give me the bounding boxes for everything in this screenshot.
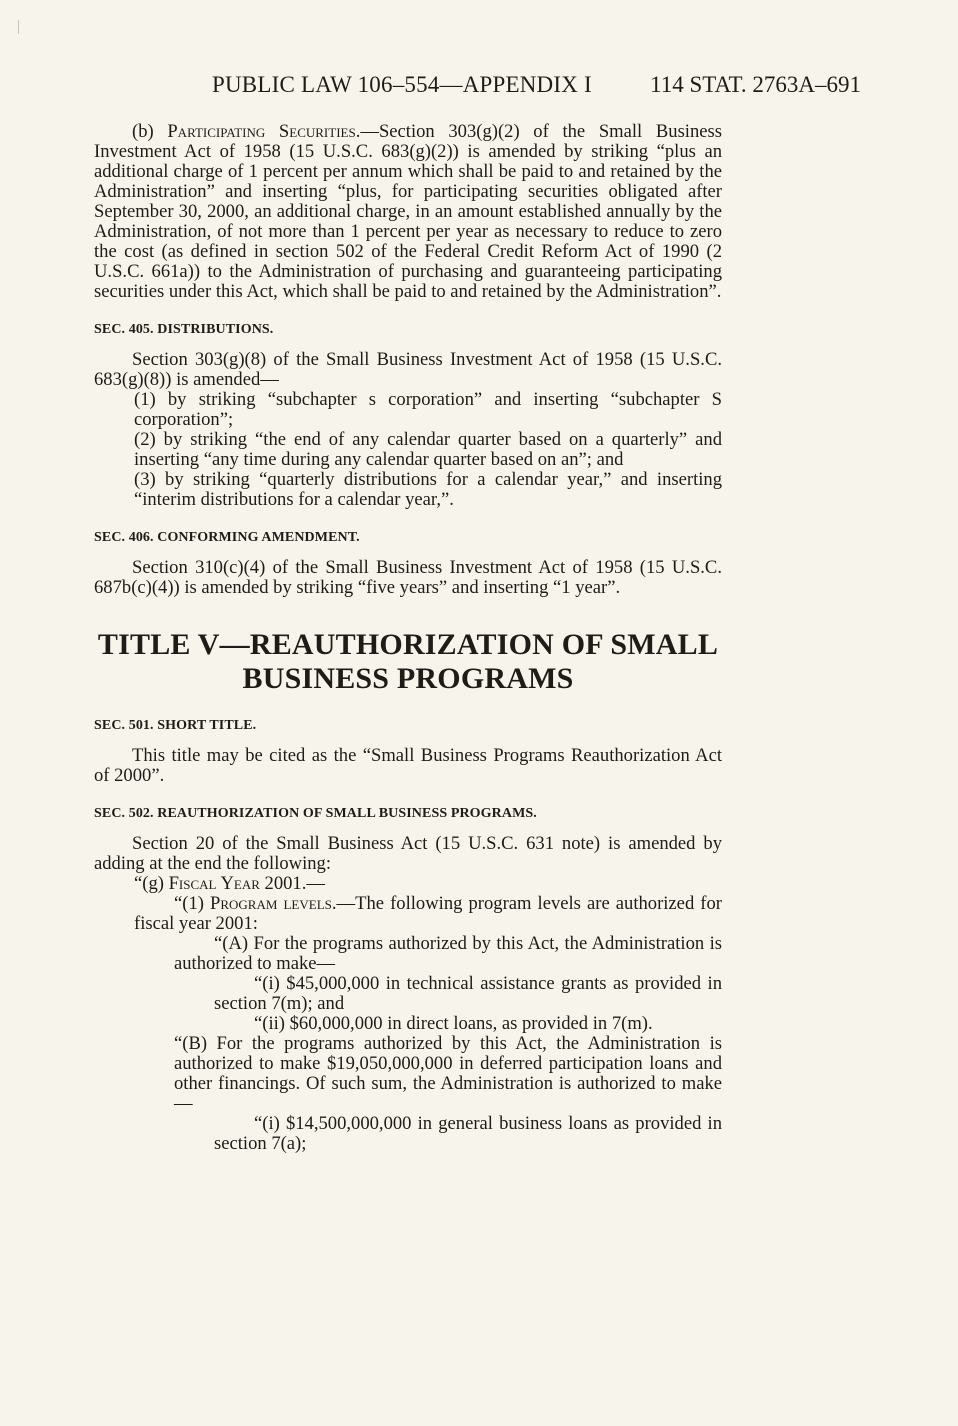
paragraph-heading: Participating Securities. <box>167 121 361 142</box>
document-body <box>94 122 722 1154</box>
subparagraph-B: “(B) For the programs authorized by this Act, the Administration is authorized to make $19,050,000,000 in deferred participation loans and other financings. Of such sum, the Administration is authorized to make— <box>174 1033 722 1114</box>
subsection-g-title: Fiscal Year 2001. <box>168 873 307 894</box>
paragraph-1-label: “(1) <box>174 893 211 914</box>
section-406-heading: SEC. 406. CONFORMING AMENDMENT. <box>94 530 360 545</box>
paragraph-label: (b) <box>132 121 168 142</box>
title-v-heading <box>94 628 722 696</box>
header-law-title: PUBLIC LAW 106–554—APPENDIX I <box>212 72 592 97</box>
section-405-item-1: (1) by striking “subchapter s corporation” and inserting “subchapter S corporation”; <box>134 389 722 430</box>
paragraph-text: —Section 303(g)(2) of the Small Business Investment Act of 1958 (15 U.S.C. 683(g)(2)) is amended by striking “plus an additional charge of 1 percent per annum which shall be paid to and retained by the Administration” and inserting “plus, for participating securities obligated after September 30, 2000, an additional charge, in an amount established annually by the Administration, of not more than 1 percent per year as necessary to reduce to zero the cost (as defined in section 502 of the Federal Credit Reform Act of 1990 (2 U.S.C. 661a)) to the Administration of purchasing and guaranteeing participating securities under this Act, which shall be paid to and retained by the Administration”. <box>94 121 722 302</box>
section-405-item-2: (2) by striking “the end of any calendar quarter based on a quarterly” and inserting “any time during any calendar quarter based on an”; and <box>134 429 722 470</box>
section-406-text: Section 310(c)(4) of the Small Business Investment Act of 1958 (15 U.S.C. 687b(c)(4)) is amended by striking “five years” and inserting “1 year”. <box>94 557 722 598</box>
title-v-line-2: BUSINESS PROGRAMS <box>242 662 574 695</box>
subsection-g-dash: — <box>306 873 325 894</box>
paragraph-1-program-levels <box>134 894 722 934</box>
section-405-heading: SEC. 405. DISTRIBUTIONS. <box>94 322 274 337</box>
section-405-intro: Section 303(g)(8) of the Small Business Investment Act of 1958 (15 U.S.C. 683(g)(8)) is amended— <box>94 349 722 390</box>
section-502-heading: SEC. 502. REAUTHORIZATION OF SMALL BUSINESS PROGRAMS. <box>94 806 537 821</box>
section-405-item-3: (3) by striking “quarterly distributions for a calendar year,” and inserting “interim distributions for a calendar year,”. <box>134 469 722 510</box>
section-501-heading: SEC. 501. SHORT TITLE. <box>94 718 257 733</box>
clause-A-i: “(i) $45,000,000 in technical assistance grants as provided in section 7(m); and <box>214 973 722 1014</box>
subsection-g-label: “(g) <box>134 873 169 894</box>
running-header <box>96 72 861 102</box>
section-501-text: This title may be cited as the “Small Business Programs Reauthorization Act of 2000”. <box>94 745 722 786</box>
paragraph-participating-securities <box>94 122 722 302</box>
scan-artifact <box>18 20 19 34</box>
subparagraph-A: “(A) For the programs authorized by this Act, the Administration is authorized to make— <box>174 933 722 974</box>
subsection-g-heading <box>134 874 722 894</box>
header-stat-citation: 114 STAT. 2763A–691 <box>650 72 861 97</box>
clause-A-ii: “(ii) $60,000,000 in direct loans, as provided in 7(m). <box>254 1013 653 1034</box>
title-v-line-1: TITLE V—REAUTHORIZATION OF SMALL <box>97 628 719 661</box>
paragraph-1-title: Program levels. <box>210 893 337 914</box>
paragraph-1-text: —The following program levels are authorized for fiscal year 2001: <box>134 893 722 934</box>
clause-B-i: “(i) $14,500,000,000 in general business loans as provided in section 7(a); <box>214 1113 722 1154</box>
section-502-intro: Section 20 of the Small Business Act (15 U.S.C. 631 note) is amended by adding at the end the following: <box>94 833 722 874</box>
